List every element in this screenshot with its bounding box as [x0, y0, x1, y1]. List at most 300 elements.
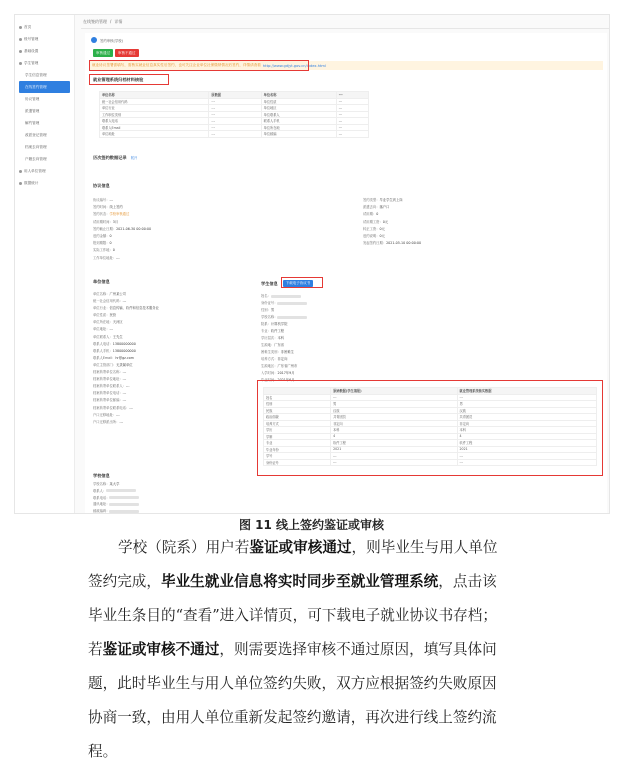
sidebar-item-label: 用人单位管理 [24, 168, 46, 173]
field-label: 单位主管部门 [93, 362, 113, 367]
field-row: 档案转寄单位电话：--- [93, 391, 127, 396]
table-cell: 民族 [264, 407, 331, 414]
sidebar-item-label: 解约管理 [25, 120, 40, 125]
field-label: 试用期工资 [363, 219, 380, 224]
sidebar-item[interactable] [19, 93, 70, 105]
field-label: 培养方式 [261, 357, 275, 361]
table-cell: --- [336, 105, 368, 112]
field-value: 王先生 [112, 334, 123, 339]
field-value: 软件工程 [270, 329, 285, 333]
field-row: 专业：软件工程 [261, 329, 285, 333]
field-row: 生源地区：广东省广州市 [261, 364, 298, 368]
sidebar-item-label: 首页 [24, 24, 32, 29]
field-value: --- [122, 370, 127, 375]
download-agreement-button[interactable]: 下载电子协议书 [283, 280, 314, 287]
table-cell: --- [209, 105, 261, 112]
field-label: 户口迁移地址 [93, 412, 113, 417]
table-cell: 4 [331, 433, 457, 440]
field-value: 0元 [382, 219, 389, 224]
sidebar-item[interactable] [19, 57, 70, 69]
notice-link[interactable]: http://www.gdjyt.gov.cn/index.html [262, 63, 326, 68]
table-cell: 单位地区 [261, 105, 336, 112]
sidebar-item[interactable] [19, 105, 70, 117]
table-cell: 联系人手机 [261, 118, 336, 125]
field-label: 困难生类别 [261, 350, 278, 354]
table-cell: 本科 [331, 427, 457, 434]
sidebar-item-label: 在线签约管理 [25, 84, 47, 89]
school-list [93, 481, 139, 514]
sidebar-item-label: 基础设置 [24, 48, 39, 53]
menu-dot-icon [19, 62, 22, 65]
field-row: 报到期限：0 [93, 241, 112, 246]
menu-dot-icon [19, 38, 22, 41]
field-row: 户口迁移派出所：--- [93, 419, 123, 424]
field-row: 档案转寄单位邮编：--- [93, 398, 127, 403]
field-label: 发起签约日期 [363, 241, 383, 246]
field-label: 生源地区 [261, 364, 275, 368]
field-label: 单位地址 [93, 327, 107, 332]
field-value: --- [119, 419, 123, 424]
table-cell: --- [209, 124, 261, 131]
table-cell: --- [331, 459, 457, 466]
table-cell: --- [336, 131, 368, 138]
table-cell: --- [209, 98, 261, 105]
field-label: 转正工资 [363, 226, 377, 231]
field-value: 广东省广州市 [277, 364, 298, 368]
student-title: 学生信息 [261, 280, 278, 286]
field-label: 档案转寄单位名称 [93, 370, 120, 375]
field-label: 档案转寄单位邮编 [93, 398, 120, 403]
field-value: 学校审核通过 [109, 212, 130, 217]
table-cell: --- [209, 111, 261, 118]
table-cell: 4 [457, 433, 596, 440]
verify-title-highlight [89, 74, 169, 85]
sidebar-item[interactable] [19, 153, 70, 165]
text-span: 学校（院系）用户若 [118, 539, 250, 556]
field-label: 学校名称 [261, 315, 275, 319]
notice-text: 就业协议签署需填写，需核实就业信息真实性后签约，也可关注企业单位社保缴纳情况后签约，详情请查看 [92, 63, 261, 67]
field-value: 信息传输、软件和信息技术服务业 [109, 306, 159, 311]
detail-card [85, 33, 607, 513]
field-label: 报到期限 [93, 241, 107, 246]
bold-text: 毕业生就业信息将实时同步至就业管理系统 [160, 573, 439, 590]
field-row: 毕业时间：2021年6月 [261, 378, 295, 382]
table-cell: 姓名 [264, 394, 331, 401]
field-value: 3月 [112, 219, 119, 224]
field-label: 签约类型 [363, 198, 377, 202]
sidebar-item[interactable] [19, 117, 70, 129]
field-value: 计算机学院 [270, 322, 288, 326]
table-cell: 单位联系人 [261, 111, 336, 118]
screenshot-frame [14, 14, 610, 514]
field-label: 试用期 [363, 212, 373, 217]
field-row: 单位性质：民营 [93, 313, 117, 318]
field-value: --- [122, 391, 127, 396]
table-cell: --- [331, 394, 457, 401]
field-label: 邮政编码 [93, 509, 107, 514]
field-label: 单位名称 [93, 292, 107, 296]
reject-button[interactable]: 审核不通过 [115, 49, 139, 57]
sidebar-item-label: 改派登记管理 [25, 132, 47, 137]
field-value: 毕业学生到上岗 [379, 198, 403, 202]
table-cell: 专业 [264, 440, 331, 447]
field-label: 签约时间 [93, 205, 107, 210]
field-row: 违约说明：0元 [363, 234, 385, 239]
field-row: 签约类型：毕业学生到上岗 [363, 198, 403, 202]
field-row: 联系人手机：13800000000 [93, 348, 136, 353]
field-label: 档案转寄单位地址 [93, 377, 120, 382]
status-step-icon [91, 37, 97, 43]
sidebar-item-label: 学生信息管理 [25, 72, 47, 77]
field-value: --- [109, 327, 114, 332]
field-row: 生源地：广东省 [261, 343, 285, 347]
table-cell: 统一社会信用代码 [100, 98, 209, 105]
notice-highlight [89, 60, 309, 71]
breadcrumb [81, 15, 609, 29]
text-span: ，则毕业生与用人单位 [351, 539, 498, 556]
field-label: 档案转寄单位电话 [93, 391, 120, 396]
field-value: --- [125, 384, 130, 389]
field-value [109, 496, 139, 499]
history-title: 历次签约数据记录 [93, 155, 127, 160]
field-label: 姓名 [261, 294, 268, 298]
table-cell: 单位所在地 [261, 124, 336, 131]
school-title: 学校信息 [93, 473, 110, 478]
field-row: 工作单位地址：--- [93, 255, 120, 260]
field-row: 院系：计算机学院 [261, 322, 288, 326]
table-cell: 政治面貌 [264, 414, 331, 421]
agreement-title: 协议信息 [93, 183, 110, 188]
field-value: 2021-06-30 00:00:00 [116, 226, 152, 231]
sidebar-item-label: 户籍去向管理 [25, 156, 47, 161]
field-row: 档案转寄单位联系电话：--- [93, 405, 133, 410]
field-label: 院系 [261, 322, 268, 326]
field-label: 户口迁移派出所 [93, 419, 117, 424]
field-value: --- [122, 398, 127, 403]
field-row: 联系人电话：13800000000 [93, 341, 136, 346]
sidebar-item-label: 派遣管理 [25, 108, 40, 113]
field-value: 无隶属单位 [116, 362, 133, 367]
table-cell: 软件工程 [331, 440, 457, 447]
menu-dot-icon [19, 182, 22, 185]
field-row: 学历层次：本科 [261, 336, 285, 340]
field-label: 联系人 [93, 488, 103, 493]
sidebar-item-label: 数据统计 [24, 180, 39, 185]
field-label: 性别 [261, 308, 268, 312]
field-value: 非困难生 [280, 350, 294, 354]
field-row: 姓名： [261, 293, 307, 300]
field-row: 单位行业：信息传输、软件和信息技术服务业 [93, 306, 159, 311]
table-cell: 非定向 [331, 420, 457, 427]
table-header-cell: 原数据 [209, 92, 261, 99]
paragraph-line [88, 735, 554, 769]
employer-list [93, 291, 159, 426]
field-label: 签约截止日期 [93, 226, 113, 231]
field-label: 生源地 [261, 343, 271, 347]
field-label: 毕业时间 [261, 378, 275, 382]
sidebar-item[interactable] [19, 21, 70, 33]
breadcrumb-current: 详情 [114, 18, 123, 24]
table-header-cell: 单位名称 [100, 92, 209, 99]
table-cell: --- [331, 453, 457, 460]
bold-text: 鉴证或审核不通过 [102, 641, 220, 658]
field-label: 实际工作地 [93, 248, 110, 253]
sidebar-item-label: 学生管理 [24, 60, 39, 65]
sidebar-item[interactable] [19, 69, 70, 81]
field-label: 违约说明 [363, 234, 377, 239]
field-row: 单位地址：--- [93, 327, 114, 332]
field-row: 单位所在地：天河区 [93, 320, 123, 325]
menu-dot-icon [19, 26, 22, 29]
field-value: 2017年9月 [277, 371, 295, 375]
field-value: 落户口 [379, 205, 390, 210]
status-label: 签约审核(学校) [100, 38, 123, 43]
field-row: 试用期时间：3月 [93, 219, 119, 224]
field-label: 签约状态 [93, 212, 107, 217]
field-label: 统一社会信用代码 [93, 299, 120, 304]
agreement-right-list [363, 197, 421, 247]
field-value [271, 295, 301, 298]
paragraph-line [88, 565, 554, 599]
table-cell: --- [457, 394, 596, 401]
sidebar [15, 15, 75, 513]
sidebar-item[interactable] [19, 177, 70, 189]
field-label: 入学时间 [261, 371, 275, 375]
field-value: 民营 [109, 313, 117, 318]
agreement-left-list [93, 197, 151, 262]
table-cell: 单位地址 [100, 131, 209, 138]
field-row: 派遣去向：落户口 [363, 205, 390, 210]
field-value [109, 503, 139, 506]
field-row: 签约状态：学校审核通过 [93, 212, 130, 217]
field-label: 档案转寄单位联系电话 [93, 405, 126, 410]
field-row: 邮政编码： [93, 508, 139, 514]
breadcrumb-root[interactable]: 在线签约管理 [83, 18, 107, 24]
sidebar-item[interactable] [19, 165, 70, 177]
table-header-cell: 原始数据(学生填报) [331, 388, 457, 395]
paragraph-line [88, 599, 554, 633]
field-value [106, 489, 136, 492]
field-label: 通讯地址 [93, 502, 107, 507]
table-cell: --- [336, 98, 368, 105]
field-row: 违约金额：0 [93, 234, 112, 239]
field-row: 统一社会信用代码：--- [93, 299, 127, 304]
table-cell: 单位邮编 [261, 131, 336, 138]
approve-button[interactable]: 审核通过 [93, 49, 113, 57]
field-row: 单位名称：广州某公司 [93, 292, 126, 296]
field-row: 单位主管部门：无隶属单位 [93, 362, 133, 367]
field-label: 学历层次 [261, 336, 275, 340]
field-value: --- [122, 377, 127, 382]
field-row: 试用期工资：0元 [363, 219, 389, 224]
text-span: 签约完成， [88, 573, 161, 590]
field-row: 实际工作地：0 [93, 248, 115, 253]
field-label: 联系人Email [93, 355, 113, 360]
table-cell: 学号 [264, 453, 331, 460]
field-value: 本科 [277, 336, 285, 340]
history-expand-link[interactable]: 展开 [130, 156, 138, 160]
body-paragraph [88, 531, 554, 769]
field-row: 入学时间：2017年9月 [261, 371, 295, 375]
table-cell: 共青团员 [331, 414, 457, 421]
table-header-cell: --- [336, 92, 368, 99]
table-cell: 培养方式 [264, 420, 331, 427]
sidebar-item[interactable] [19, 81, 70, 93]
field-value: 0元 [379, 234, 385, 239]
table-cell: 单位行业 [100, 105, 209, 112]
field-label: 联系电话 [93, 495, 107, 500]
field-value: 2021-05-10 00:00:00 [386, 241, 422, 246]
field-value: 13800000000 [112, 348, 136, 353]
table-cell: --- [336, 111, 368, 118]
field-label: 单位性质 [93, 313, 107, 318]
table-cell: 男 [331, 401, 457, 408]
paragraph-line [88, 701, 554, 735]
text-span: 毕业生条目的“查看”进入详情页，可下载电子就业协议书存档； [88, 607, 497, 624]
table-cell: 性别 [264, 401, 331, 408]
menu-dot-icon [19, 170, 22, 173]
field-row: 转正工资：0元 [363, 226, 385, 231]
main-content [81, 15, 609, 513]
field-value: 某大学 [109, 482, 120, 486]
field-value: 0 [376, 212, 379, 217]
sidebar-item[interactable] [19, 33, 70, 45]
field-label: 派遣去向 [363, 205, 377, 210]
bold-text: 鉴证或审核通过 [249, 539, 352, 556]
table-cell: 学历 [264, 427, 331, 434]
table-cell: 本科 [457, 427, 596, 434]
field-label: 单位所在地 [93, 320, 110, 325]
field-label: 身份证号 [261, 301, 275, 305]
field-row: 联系人Email：hr@gz.com [93, 355, 134, 360]
table-cell: 联系人Email [100, 124, 209, 131]
field-value: --- [109, 198, 114, 202]
field-value: 广东省 [274, 343, 285, 347]
field-label: 单位联系人 [93, 334, 110, 339]
sidebar-item[interactable] [19, 141, 70, 153]
table-cell: 毕业年份 [264, 446, 331, 453]
sidebar-item[interactable] [19, 129, 70, 141]
field-row: 联系电话： [93, 495, 139, 502]
table-cell: 工作职位类别 [100, 111, 209, 118]
field-row: 联系人： [93, 488, 139, 495]
verify-section-title: 就业管理系统归档材料核验 [93, 77, 144, 82]
table-cell: 单位性质 [261, 98, 336, 105]
field-value: --- [122, 299, 127, 304]
status-row [91, 37, 123, 43]
student-list [261, 293, 307, 384]
field-row: 身份证号： [261, 300, 307, 307]
table-cell: --- [209, 118, 261, 125]
table-cell: 2021 [331, 446, 457, 453]
field-row: 户口迁移地址：--- [93, 412, 120, 417]
table-row [100, 131, 369, 138]
field-value: --- [129, 405, 133, 410]
table-cell: --- [457, 459, 596, 466]
sidebar-item-label: 账号管理 [24, 36, 39, 41]
table-cell: 联系人电话 [100, 118, 209, 125]
field-row: 试用期：0 [363, 212, 379, 217]
field-row: 性别：男 [261, 308, 275, 312]
field-value: 0 [109, 234, 112, 239]
field-value [277, 302, 307, 305]
text-span: 题，此时毕业生与用人单位签约失败，双方应根据签约失败原因 [88, 675, 497, 692]
field-label: 档案转寄单位联系人 [93, 384, 123, 389]
field-value: 0 [112, 248, 115, 253]
table-cell: --- [336, 124, 368, 131]
field-label: 工作单位地址 [93, 255, 113, 260]
field-value [277, 316, 307, 319]
sidebar-item[interactable] [19, 45, 70, 57]
table-header-cell: 单位名称 [261, 92, 336, 99]
download-highlight [281, 277, 323, 288]
field-row: 档案转寄单位名称：--- [93, 370, 127, 375]
field-value: 0元 [379, 226, 385, 231]
field-value [109, 510, 139, 513]
field-label: 协议编号 [93, 198, 107, 202]
text-span: 协商一致，由用人单位重新发起签约邀请，再次进行线上签约流 [88, 709, 497, 726]
field-value: --- [116, 412, 120, 417]
field-row: 学校名称： [261, 314, 307, 321]
table-cell: 身份证号 [264, 459, 331, 466]
breadcrumb-separator: / [110, 19, 112, 24]
compare-highlight [257, 380, 603, 476]
paragraph-line [88, 633, 554, 667]
field-row: 签约时间：线上签约 [93, 205, 123, 210]
table-cell: 汉族 [457, 407, 596, 414]
field-value: --- [116, 255, 120, 260]
field-row: 通讯地址： [93, 501, 139, 508]
sidebar-item-label: 协议管理 [25, 96, 40, 101]
sidebar-item-label: 档案去向管理 [25, 144, 47, 149]
text-span: ，点击该 [438, 573, 497, 590]
menu-dot-icon [19, 50, 22, 53]
field-label: 试用期时间 [93, 219, 110, 224]
field-value: 广州某公司 [109, 292, 126, 296]
field-row: 单位联系人：王先生 [93, 334, 123, 339]
field-value: 13800000000 [112, 341, 136, 346]
employer-title: 单位信息 [93, 279, 110, 284]
text-span: ，则需要选择审核不通过原因，填写具体问 [219, 641, 497, 658]
field-label: 学校名称 [93, 482, 107, 486]
table-cell: 男 [457, 401, 596, 408]
table-cell: 非定向 [457, 420, 596, 427]
field-row: 档案转寄单位地址：--- [93, 377, 127, 382]
field-row: 学校名称：某大学 [93, 482, 120, 486]
table-cell: 2021 [457, 446, 596, 453]
field-value: hr@gz.com [115, 355, 134, 360]
table-header-cell: 就业管理系统核实数据 [457, 388, 596, 395]
field-value: 非定向 [277, 357, 288, 361]
paragraph-line [88, 667, 554, 701]
table-cell: 共青团员 [457, 414, 596, 421]
table-cell: 软件工程 [457, 440, 596, 447]
field-label: 联系人电话 [93, 341, 110, 346]
field-row: 签约截止日期：2021-06-30 00:00:00 [93, 226, 152, 231]
text-span: 程。 [88, 743, 118, 760]
paragraph-line [88, 531, 554, 565]
table-cell: 汉族 [331, 407, 457, 414]
field-value: 天河区 [112, 320, 123, 325]
field-row: 档案转寄单位联系人：--- [93, 384, 130, 389]
field-value: 2021年6月 [277, 378, 295, 382]
table-cell: --- [336, 118, 368, 125]
field-row: 协议编号：--- [93, 198, 114, 202]
table-cell: 学制 [264, 433, 331, 440]
table-cell: --- [457, 453, 596, 460]
field-value: 0 [109, 241, 112, 246]
history-row [93, 155, 137, 161]
